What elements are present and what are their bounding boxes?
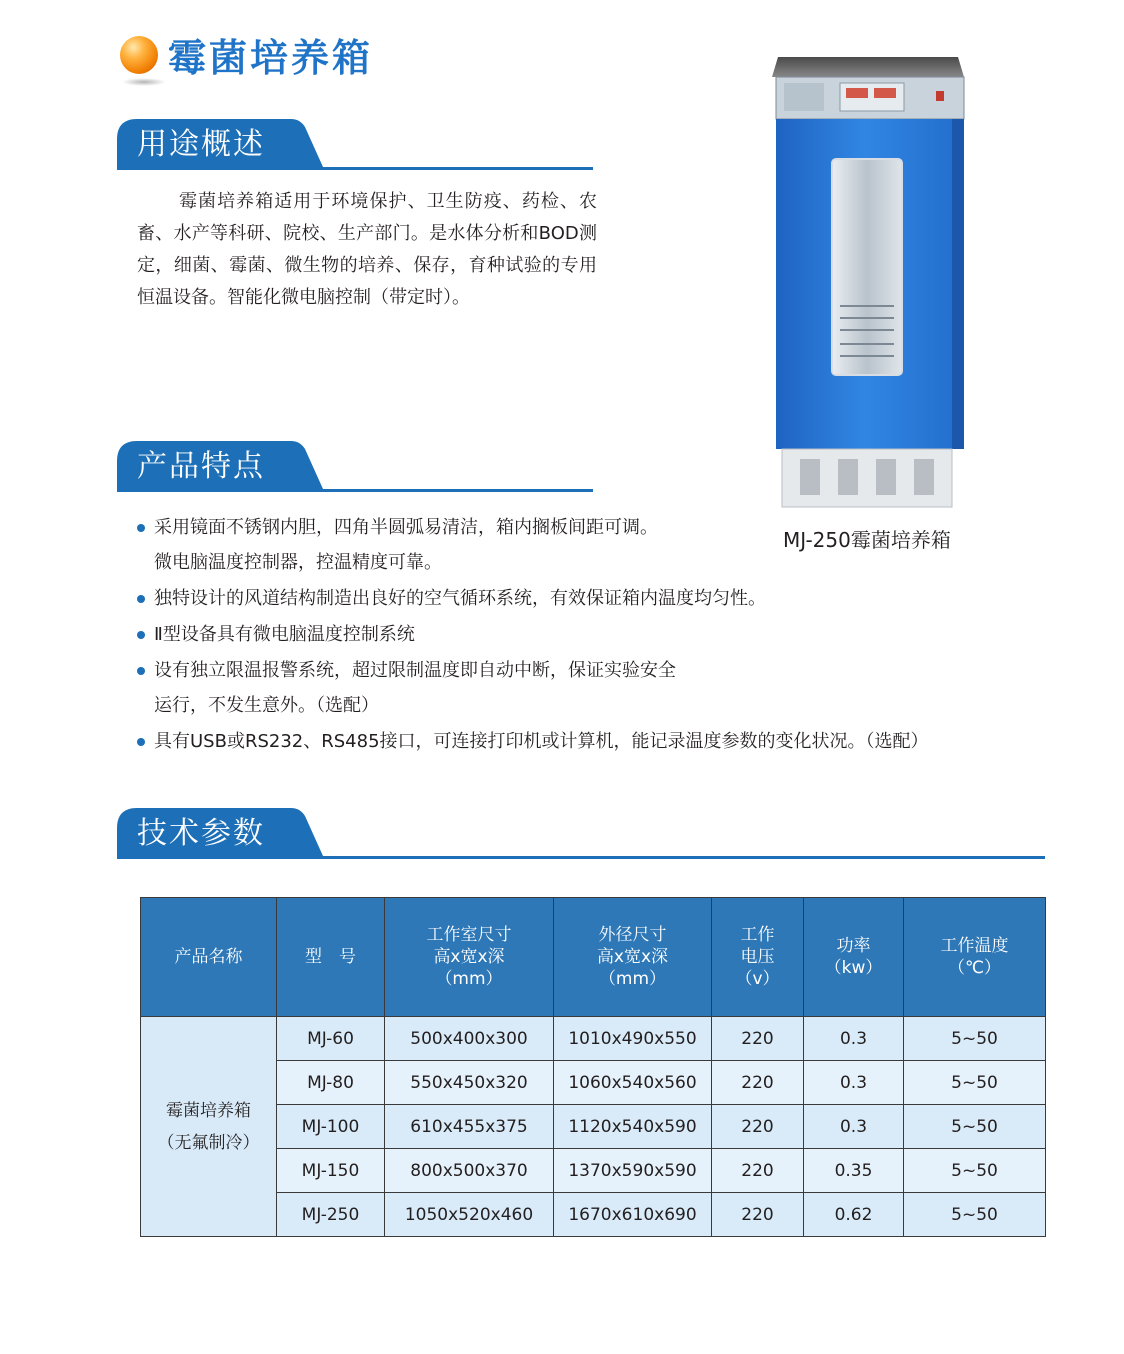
header-model: 型 号 <box>277 898 385 1017</box>
cell-model: MJ-80 <box>277 1061 385 1105</box>
feature-item <box>137 653 1017 723</box>
cell-outer-size: 1370x590x590 <box>554 1149 712 1193</box>
cell-model: MJ-60 <box>277 1017 385 1061</box>
cell-voltage: 220 <box>712 1149 804 1193</box>
cell-model: MJ-100 <box>277 1105 385 1149</box>
header-outer-size: 外径尺寸 高x宽x深 （mm） <box>554 898 712 1017</box>
table-row <box>141 1193 1046 1237</box>
section-header-specs <box>117 806 1047 862</box>
bullet-dot-icon <box>137 667 145 675</box>
cell-chamber-size: 550x450x320 <box>385 1061 554 1105</box>
spec-table <box>140 897 1046 1237</box>
cell-temperature: 5~50 <box>904 1149 1046 1193</box>
cell-power: 0.62 <box>804 1193 904 1237</box>
cell-outer-size: 1060x540x560 <box>554 1061 712 1105</box>
header-temperature: 工作温度 （℃） <box>904 898 1046 1017</box>
incubator-illustration <box>770 55 970 515</box>
header-power: 功率 （kw） <box>804 898 904 1017</box>
cell-model: MJ-150 <box>277 1149 385 1193</box>
table-row <box>141 1149 1046 1193</box>
bullet-dot-icon <box>137 631 145 639</box>
bullet-dot-icon <box>137 595 145 603</box>
section-header-overview <box>117 117 597 173</box>
feature-text-cont: 微电脑温度控制器，控温精度可靠。 <box>154 552 442 573</box>
product-caption: MJ-250霉菌培养箱 <box>783 528 951 552</box>
cell-temperature: 5~50 <box>904 1193 1046 1237</box>
bullet-dot-icon <box>137 524 145 532</box>
table-row <box>141 1105 1046 1149</box>
section-title-specs: 技术参数 <box>137 816 265 851</box>
orange-orb-icon <box>120 36 158 74</box>
feature-text-cont: 运行，不发生意外。（选配） <box>154 695 379 716</box>
feature-text: 独特设计的风道结构制造出良好的空气循环系统，有效保证箱内温度均匀性。 <box>154 588 766 609</box>
table-row <box>141 1017 1046 1061</box>
feature-text: 设有独立限温报警系统，超过限制温度即自动中断，保证实验安全 <box>154 660 676 681</box>
feature-text: Ⅱ型设备具有微电脑温度控制系统 <box>154 624 415 645</box>
header-product-name: 产品名称 <box>141 898 277 1017</box>
bullet-dot-icon <box>137 738 145 746</box>
cell-voltage: 220 <box>712 1193 804 1237</box>
feature-item <box>137 581 1017 616</box>
cell-outer-size: 1670x610x690 <box>554 1193 712 1237</box>
product-image <box>770 55 970 515</box>
cell-chamber-size: 1050x520x460 <box>385 1193 554 1237</box>
cell-voltage: 220 <box>712 1061 804 1105</box>
header-chamber-size: 工作室尺寸 高x宽x深 （mm） <box>385 898 554 1017</box>
cell-power: 0.35 <box>804 1149 904 1193</box>
cell-outer-size: 1120x540x590 <box>554 1105 712 1149</box>
section-title-overview: 用途概述 <box>137 127 265 162</box>
cell-voltage: 220 <box>712 1017 804 1061</box>
cell-outer-size: 1010x490x550 <box>554 1017 712 1061</box>
page-title: 霉菌培养箱 <box>168 36 374 80</box>
feature-text: 具有USB或RS232、RS485接口，可连接打印机或计算机，能记录温度参数的变化状况。（选配） <box>154 731 929 752</box>
feature-item <box>137 724 1017 759</box>
cell-chamber-size: 500x400x300 <box>385 1017 554 1061</box>
cell-temperature: 5~50 <box>904 1105 1046 1149</box>
section-title-features: 产品特点 <box>137 449 265 484</box>
section-header-features <box>117 439 597 495</box>
feature-text: 采用镜面不锈钢内胆，四角半圆弧易清洁，箱内搁板间距可调。 <box>154 517 658 538</box>
cell-power: 0.3 <box>804 1017 904 1061</box>
header-voltage: 工作 电压 （v） <box>712 898 804 1017</box>
table-header-row <box>141 898 1046 1017</box>
cell-power: 0.3 <box>804 1105 904 1149</box>
cell-voltage: 220 <box>712 1105 804 1149</box>
cell-temperature: 5~50 <box>904 1017 1046 1061</box>
cell-product-name: 霉菌培养箱 （无氟制冷） <box>141 1017 277 1237</box>
cell-chamber-size: 610x455x375 <box>385 1105 554 1149</box>
orb-shadow <box>122 78 166 86</box>
feature-item <box>137 617 1017 652</box>
cell-power: 0.3 <box>804 1061 904 1105</box>
table-row <box>141 1061 1046 1105</box>
cell-model: MJ-250 <box>277 1193 385 1237</box>
cell-chamber-size: 800x500x370 <box>385 1149 554 1193</box>
overview-paragraph: 霉菌培养箱适用于环境保护、卫生防疫、药检、农畜、水产等科研、院校、生产部门。是水体分析和BOD测定，细菌、霉菌、微生物的培养、保存，育种试验的专用恒温设备。智能化微电脑控制（带定时）。 <box>137 191 597 308</box>
page-title-block <box>118 32 438 92</box>
cell-temperature: 5~50 <box>904 1061 1046 1105</box>
